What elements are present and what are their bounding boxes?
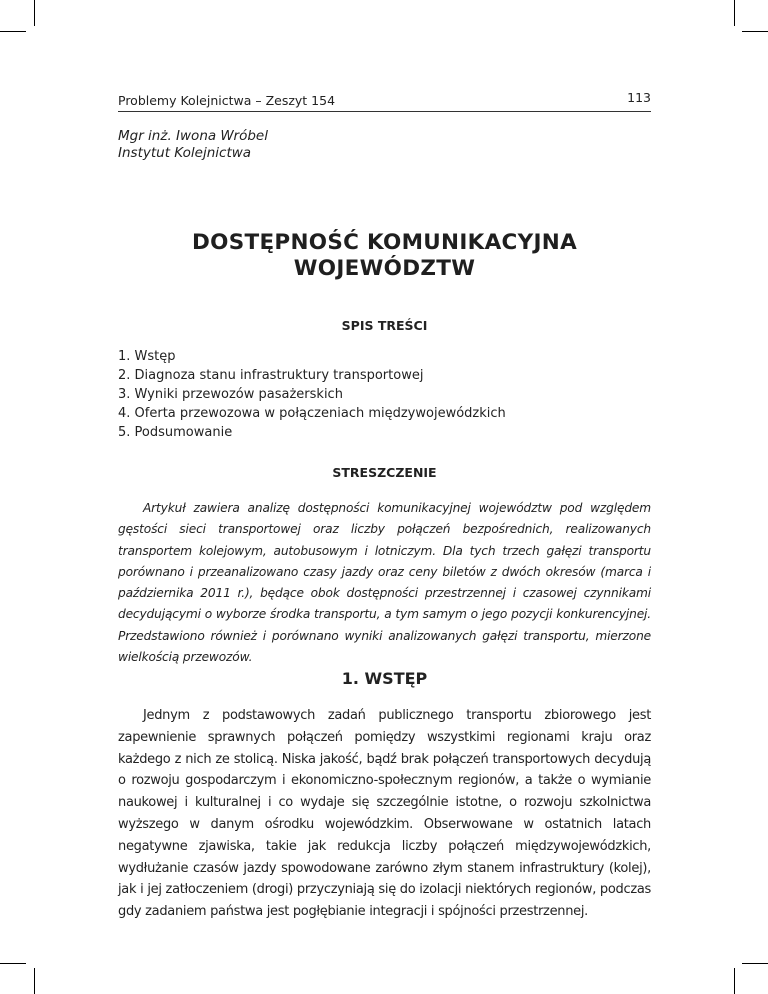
toc-item: 2. Diagnoza stanu infrastruktury transportowej (118, 368, 424, 383)
page-number: 113 (627, 90, 651, 105)
table-of-contents (118, 347, 506, 442)
author-name: Mgr inż. Iwona Wróbel (118, 128, 268, 144)
body-paragraph: Jednym z podstawowych zadań publicznego transportu zbiorowego jest zapewnienie sprawnych połączeń pomiędzy wszystkimi regionami kraju oraz każdego z nich ze stolicą. Niska jakość, bądź brak połączeń transportowych decydują o rozwoju gospodarczym i ekonomiczno-społecznym regionów, a także o wymianie naukowej i kulturalnej i co wydaje się szczególnie istotne, o rozwoju szkolnictwa wyższego w danym ośrodku wojewódzkim. Obserwowane w ostatnich latach negatywne zjawiska, takie jak redukcja liczby połączeń międzywojewódzkich, wydłużanie czasów jazdy spowodowane zarówno złym stanem infrastruktury (kolej), jak i jej zatłoczeniem (drogi) przyczyniają się do izolacji niektórych regionów, podczas gdy zadaniem państwa jest pogłębianie integracji i spójności przestrzennej. (118, 708, 651, 920)
author-affiliation: Instytut Kolejnictwa (118, 145, 252, 161)
toc-item: 5. Podsumowanie (118, 425, 233, 440)
journal-title: Problemy Kolejnictwa – Zeszyt 154 (118, 93, 336, 108)
crop-mark (0, 963, 26, 964)
toc-item: 3. Wyniki przewozów pasażerskich (118, 387, 343, 402)
crop-mark (0, 31, 26, 32)
crop-mark (34, 0, 35, 26)
crop-mark (734, 968, 735, 994)
crop-mark (742, 963, 768, 964)
section-heading: 1. WSTĘP (341, 669, 428, 688)
header-rule (118, 111, 651, 112)
crop-mark (734, 0, 735, 26)
author-block (118, 128, 268, 162)
abstract-text: Artykuł zawiera analizę dostępności komunikacyjnej województw pod względem gęstości sieci transportowej oraz liczby połączeń bezpośrednich, realizowanych transportem kolejowym, autobusowym i lotniczym. Dla tych trzech gałęzi transportu porównano i przeanalizowano czasy jazdy oraz ceny biletów z dwóch okresów (marca i października 2011 r.), będące obok dostępności przestrzennej i czasowej czynnikami decydującymi o wyborze środka transportu, a tym samym o jego pozycji konkurencyjnej. Przedstawiono również i porównano wyniki analizowanych gałęzi transportu, mierzone wielkością przewozów. (118, 501, 651, 665)
article-title (118, 230, 651, 282)
title-line-1: DOSTĘPNOŚĆ KOMUNIKACYJNA (191, 230, 578, 255)
toc-heading: SPIS TREŚCI (341, 318, 428, 333)
toc-item: 1. Wstęp (118, 349, 176, 364)
crop-mark (742, 31, 768, 32)
abstract-heading: STRESZCZENIE (332, 465, 437, 480)
title-line-2: WOJEWÓDZTW (293, 256, 476, 281)
crop-mark (34, 968, 35, 994)
toc-item: 4. Oferta przewozowa w połączeniach międzywojewódzkich (118, 406, 506, 421)
